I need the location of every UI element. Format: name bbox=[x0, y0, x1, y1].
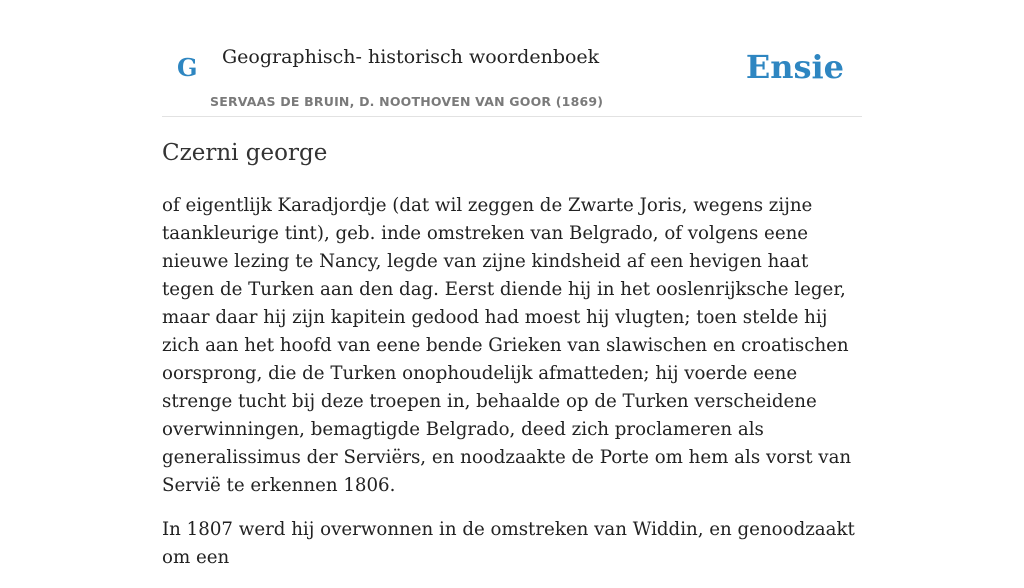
entry-body bbox=[162, 192, 862, 588]
dictionary-letter[interactable]: G bbox=[177, 53, 198, 82]
ensie-logo[interactable]: Ensie bbox=[745, 48, 844, 86]
dictionary-authors: SERVAAS DE BRUIN, D. NOOTHOVEN VAN GOOR (1869) bbox=[210, 94, 604, 109]
entry-title: Czerni george bbox=[162, 140, 328, 166]
page-header bbox=[162, 0, 862, 117]
dictionary-title-link[interactable]: Geographisch- historisch woordenboek bbox=[222, 46, 600, 68]
entry-paragraph: In 1807 werd hij overwonnen in de omstreken van Widdin, en genoodzaakt om een bbox=[162, 519, 855, 568]
entry-paragraph: of eigentlijk Karadjordje (dat wil zeggen de Zwarte Joris, wegens zijne taankleurige tint), geb. inde omstreken van Belgrado, of volgens eene nieuwe lezing te Nancy, legde van zijne kindsheid af een hevigen haat tegen de Turken aan den dag. Eerst diende hij in het ooslenrijksche leger, maar daar hij zijn kapitein gedood had moest hij vlugten; toen stelde hij zich aan het hoofd van eene bende Grieken van slawischen en croatischen oorsprong, die de Turken onophoudelijk afmatteden; hij voerde eene strenge tucht bij deze troepen in, behaalde op de Turken verscheidene overwinningen, bemagtigde Belgrado, deed zich proclameren als generalissimus der Serviërs, en noodzaakte de Porte om hem als vorst van Servië te erkennen 1806. bbox=[162, 195, 852, 496]
